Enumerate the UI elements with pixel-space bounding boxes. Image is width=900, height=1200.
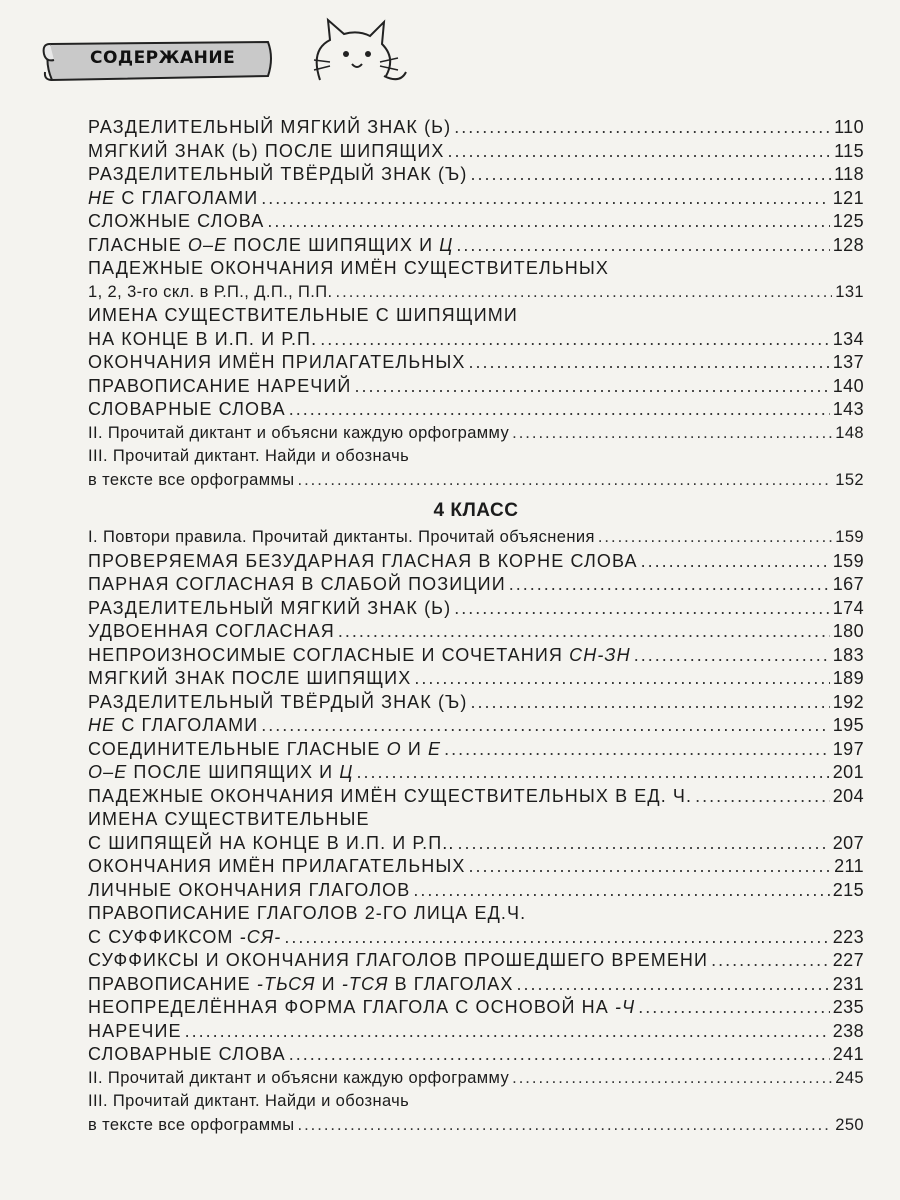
dot-leader — [634, 644, 830, 668]
toc-entry-text-part: МЯГКИЙ ЗНАК ПОСЛЕ ШИПЯЩИХ — [88, 668, 412, 688]
toc-entry-title — [88, 550, 638, 574]
toc-entry-text-part: С ГЛАГОЛАМИ — [115, 187, 259, 208]
toc-entry-page-number: 159 — [835, 528, 864, 546]
dot-leader — [454, 116, 831, 140]
toc-entry — [88, 926, 864, 950]
toc-entry — [88, 375, 864, 399]
toc-entry-text-part: ПРАВОПИСАНИЕ ГЛАГОЛОВ 2-ГО ЛИЦА ЕД.Ч. — [88, 903, 527, 923]
dot-leader — [289, 1043, 830, 1067]
toc-entry-title — [88, 902, 526, 926]
toc-entry-title — [88, 375, 351, 399]
dot-leader — [456, 234, 829, 258]
toc-entry-page-number: 211 — [834, 856, 864, 876]
toc-entry-text-part: III. Прочитай диктант. Найди и обозначь — [88, 1092, 410, 1110]
toc-entry-title — [88, 304, 518, 328]
dot-leader — [517, 973, 830, 997]
toc-entry-text-part: И — [315, 973, 342, 994]
toc-entry-text-part: С ШИПЯЩЕЙ НА КОНЦЕ В И.П. И Р.П.. — [88, 832, 455, 853]
dot-leader — [457, 832, 829, 856]
dot-leader — [471, 163, 832, 187]
toc-entry — [88, 1090, 864, 1114]
toc-entry-text-part: УДВОЕННАЯ СОГЛАСНАЯ — [88, 621, 335, 641]
cat-illustration-icon — [300, 10, 410, 100]
toc-entry-title — [88, 1114, 295, 1138]
dot-leader — [320, 328, 830, 352]
toc-entry — [88, 855, 864, 879]
toc-entry-page-number: 152 — [835, 470, 864, 489]
toc-entry-title — [88, 281, 333, 305]
toc-entry — [88, 996, 864, 1020]
toc-entry-italic-part: О — [386, 738, 402, 759]
toc-entry — [88, 879, 864, 903]
toc-entry-title — [88, 832, 454, 856]
toc-entry-text-part: НЕОПРЕДЕЛЁННАЯ ФОРМА ГЛАГОЛА С ОСНОВОЙ НА — [88, 997, 615, 1017]
toc-entry-page-number: 241 — [832, 1044, 864, 1064]
toc-entry-page-number: 125 — [832, 211, 864, 231]
toc-entry-text-part: В ГЛАГОЛАХ — [388, 973, 514, 994]
toc-entry-title — [88, 879, 410, 903]
toc-entry — [88, 738, 864, 762]
toc-entry-page-number: 204 — [832, 785, 864, 806]
dot-leader — [185, 1020, 830, 1044]
toc-entry-title — [88, 526, 595, 550]
toc-entry — [88, 785, 864, 809]
toc-entry-page-number: 143 — [832, 399, 864, 419]
dot-leader — [454, 597, 830, 621]
page-title: СОДЕРЖАНИЕ — [90, 48, 236, 68]
toc-entry-text-part: ИМЕНА СУЩЕСТВИТЕЛЬНЫЕ — [88, 809, 370, 829]
toc-entry — [88, 187, 864, 211]
dot-leader — [711, 949, 830, 973]
toc-entry-text-part: ИМЕНА СУЩЕСТВИТЕЛЬНЫЕ С ШИПЯЩИМИ — [88, 305, 518, 325]
toc-entry-page-number: 134 — [832, 328, 864, 349]
toc-entry-text-part: ПРАВОПИСАНИЕ НАРЕЧИЙ — [88, 375, 352, 396]
toc-entry-title — [88, 597, 451, 621]
toc-entry-italic-part: О–Е — [187, 234, 228, 255]
toc-entry-text-part: НАРЕЧИЕ — [88, 1020, 182, 1041]
toc-entry-title — [88, 116, 451, 140]
dot-leader — [414, 667, 829, 691]
toc-entry-page-number: 197 — [832, 738, 864, 759]
toc-entry-title — [88, 1043, 286, 1067]
toc-entry — [88, 973, 864, 997]
toc-entry-title — [88, 398, 286, 422]
toc-entry — [88, 902, 864, 926]
dot-leader — [267, 210, 829, 234]
toc-entry-page-number: 110 — [834, 117, 864, 137]
toc-entry-title — [88, 973, 514, 997]
toc-entry-title — [88, 855, 465, 879]
toc-entry-page-number: 215 — [832, 879, 864, 900]
dot-leader — [298, 1114, 833, 1138]
toc-entry-title — [88, 328, 317, 352]
toc-entry-page-number: 189 — [832, 668, 864, 688]
dot-leader — [444, 738, 830, 762]
toc-entry — [88, 1020, 864, 1044]
toc-entry-page-number: 231 — [832, 973, 864, 994]
toc-entry-title — [88, 714, 258, 738]
toc-entry-page-number: 131 — [835, 282, 864, 301]
toc-entry-title — [88, 1020, 182, 1044]
toc-entry-text-part: СЛОЖНЫЕ СЛОВА — [88, 211, 265, 231]
toc-entry-italic-part: О–Е — [88, 762, 128, 782]
dot-leader — [261, 187, 830, 211]
toc-entry-text-part: РАЗДЕЛИТЕЛЬНЫЙ МЯГКИЙ ЗНАК (Ь) — [88, 117, 452, 137]
toc-entry — [88, 667, 864, 691]
toc-entry — [88, 1043, 864, 1067]
toc-entry-title — [88, 163, 468, 187]
dot-leader — [284, 926, 829, 950]
toc-entry — [88, 351, 864, 375]
toc-entry-italic-part: -ТСЯ — [341, 973, 389, 994]
toc-entry-text-part: ОКОНЧАНИЯ ИМЁН ПРИЛАГАТЕЛЬНЫХ — [88, 856, 466, 876]
toc-entry-text-part: I. Повтори правила. Прочитай диктанты. Прочитай объяснения — [88, 528, 595, 546]
toc-entry-text-part: С СУФФИКСОМ — [88, 926, 240, 947]
toc-entry — [88, 445, 864, 469]
toc-entry-title — [88, 808, 370, 832]
toc-entry-title — [88, 620, 335, 644]
toc-entry-text-part: в тексте все орфограммы — [88, 1115, 295, 1134]
dot-leader — [638, 996, 830, 1020]
toc-entry — [88, 140, 864, 164]
toc-entry-title — [88, 210, 264, 234]
toc-entry-text-part: РАЗДЕЛИТЕЛЬНЫЙ ТВЁРДЫЙ ЗНАК (Ъ) — [88, 164, 468, 184]
toc-entry-page-number: 192 — [832, 691, 864, 712]
dot-leader — [509, 573, 830, 597]
toc-entry — [88, 469, 864, 493]
toc-entry-title — [88, 445, 409, 469]
toc-entry — [88, 620, 864, 644]
toc-entry-text-part: СУФФИКСЫ И ОКОНЧАНИЯ ГЛАГОЛОВ ПРОШЕДШЕГО ВРЕМЕНИ — [88, 950, 709, 970]
toc-list-grade-3 — [88, 116, 864, 492]
toc-entry-title — [88, 996, 635, 1020]
dot-leader — [261, 714, 830, 738]
toc-entry — [88, 597, 864, 621]
section-heading-grade-4: 4 КЛАСС — [433, 500, 519, 521]
toc-entry-italic-part: -СЯ- — [239, 926, 282, 947]
toc-entry-title — [88, 667, 411, 691]
toc-entry-page-number: 250 — [835, 1115, 864, 1134]
toc-entry-text-part: ПОСЛЕ ШИПЯЩИХ И — [227, 234, 440, 255]
toc-entry-text-part: III. Прочитай диктант. Найди и обозначь — [88, 447, 410, 465]
toc-entry-text-part: РАЗДЕЛИТЕЛЬНЫЙ МЯГКИЙ ЗНАК (Ь) — [88, 597, 452, 618]
table-of-contents — [88, 116, 864, 1137]
toc-entry-text-part: СЛОВАРНЫЕ СЛОВА — [88, 1044, 286, 1064]
toc-entry-text-part: в тексте все орфограммы — [88, 470, 295, 489]
toc-entry — [88, 526, 864, 550]
toc-entry-text-part: И — [401, 738, 428, 759]
toc-entry-page-number: 174 — [832, 597, 864, 618]
toc-entry-text-part: СОЕДИНИТЕЛЬНЫЕ ГЛАСНЫЕ — [88, 738, 387, 759]
toc-entry-italic-part: НЕ — [88, 715, 116, 735]
toc-entry-italic-part: Е — [428, 738, 442, 759]
toc-entry-title — [88, 738, 441, 762]
toc-entry — [88, 550, 864, 574]
dot-leader — [338, 620, 830, 644]
toc-entry-page-number: 235 — [832, 997, 864, 1017]
toc-entry-italic-part: -Ч — [614, 997, 636, 1017]
toc-entry-page-number: 159 — [832, 550, 864, 571]
toc-entry-title — [88, 140, 445, 164]
dot-leader — [695, 785, 830, 809]
toc-entry-text-part: НА КОНЦЕ В И.П. И Р.П. — [88, 328, 318, 349]
toc-entry-page-number: 115 — [834, 140, 864, 161]
toc-entry-title — [88, 469, 295, 493]
toc-entry — [88, 304, 864, 328]
toc-entry-italic-part: -ТЬСЯ — [256, 973, 316, 994]
toc-entry-text-part: 1, 2, 3-го скл. в Р.П., Д.П., П.П. — [88, 282, 333, 301]
toc-entry-italic-part: НЕ — [88, 187, 116, 208]
toc-entry — [88, 808, 864, 832]
dot-leader — [336, 281, 833, 305]
toc-entry-page-number: 121 — [832, 187, 864, 208]
toc-entry-italic-part: Ц — [339, 762, 354, 782]
toc-entry-page-number: 245 — [835, 1068, 864, 1087]
toc-entry-text-part: ПАРНАЯ СОГЛАСНАЯ В СЛАБОЙ ПОЗИЦИИ — [88, 574, 506, 594]
toc-entry — [88, 573, 864, 597]
toc-entry-title — [88, 761, 354, 785]
toc-entry-title — [88, 351, 465, 375]
toc-entry — [88, 1114, 864, 1138]
toc-entry-page-number: 223 — [832, 926, 864, 947]
toc-entry — [88, 281, 864, 305]
toc-entry-title — [88, 926, 281, 950]
toc-entry-text-part: НЕПРОИЗНОСИМЫЕ СОГЛАСНЫЕ И СОЧЕТАНИЯ — [88, 644, 570, 665]
toc-entry-text-part: С ГЛАГОЛАМИ — [115, 715, 259, 735]
toc-entry-title — [88, 785, 692, 809]
header-banner — [42, 36, 272, 82]
toc-entry — [88, 832, 864, 856]
toc-entry — [88, 163, 864, 187]
toc-entry-title — [88, 422, 509, 446]
toc-entry-italic-part: СН-ЗН — [569, 644, 631, 665]
dot-leader — [468, 351, 829, 375]
dot-leader — [468, 855, 831, 879]
dot-leader — [598, 526, 832, 550]
toc-entry-text-part: СЛОВАРНЫЕ СЛОВА — [88, 399, 286, 419]
dot-leader — [357, 761, 830, 785]
toc-entry-title — [88, 573, 506, 597]
toc-entry-text-part: ПОСЛЕ ШИПЯЩИХ И — [127, 762, 340, 782]
toc-entry-title — [88, 187, 258, 211]
toc-entry-title — [88, 1067, 509, 1091]
toc-entry-text-part: РАЗДЕЛИТЕЛЬНЫЙ ТВЁРДЫЙ ЗНАК (Ъ) — [88, 691, 468, 712]
toc-entry-title — [88, 949, 708, 973]
toc-entry — [88, 116, 864, 140]
toc-entry-page-number: 118 — [834, 164, 864, 184]
toc-entry — [88, 644, 864, 668]
dot-leader — [512, 422, 832, 446]
toc-entry-page-number: 137 — [832, 352, 864, 372]
toc-entry-page-number: 140 — [832, 375, 864, 396]
toc-entry-text-part: II. Прочитай диктант и объясни каждую орфограмму — [88, 423, 510, 442]
toc-entry-title — [88, 691, 468, 715]
toc-entry — [88, 761, 864, 785]
dot-leader — [354, 375, 829, 399]
toc-entry-text-part: ГЛАСНЫЕ — [88, 234, 188, 255]
toc-list-grade-4 — [88, 526, 864, 1137]
dot-leader — [448, 140, 832, 164]
toc-entry-page-number: 148 — [835, 423, 864, 442]
toc-entry-page-number: 201 — [832, 762, 864, 782]
toc-entry-page-number: 180 — [832, 621, 864, 641]
toc-entry-title — [88, 1090, 409, 1114]
toc-entry — [88, 398, 864, 422]
toc-entry-page-number: 128 — [832, 234, 864, 255]
dot-leader — [298, 469, 833, 493]
toc-entry-title — [88, 257, 609, 281]
dot-leader — [641, 550, 830, 574]
toc-entry-text-part: ПАДЕЖНЫЕ ОКОНЧАНИЯ ИМЁН СУЩЕСТВИТЕЛЬНЫХ В ЕД. Ч. — [88, 785, 693, 806]
toc-entry-title — [88, 234, 453, 258]
dot-leader — [413, 879, 829, 903]
toc-entry — [88, 328, 864, 352]
toc-entry — [88, 257, 864, 281]
toc-entry-page-number: 195 — [832, 715, 864, 735]
toc-entry-text-part: ЛИЧНЫЕ ОКОНЧАНИЯ ГЛАГОЛОВ — [88, 879, 411, 900]
toc-entry-text-part: МЯГКИЙ ЗНАК (Ь) ПОСЛЕ ШИПЯЩИХ — [88, 140, 445, 161]
toc-entry-text-part: II. Прочитай диктант и объясни каждую орфограмму — [88, 1068, 510, 1087]
dot-leader — [289, 398, 830, 422]
toc-entry-italic-part: Ц — [439, 234, 454, 255]
toc-entry-text-part: ПРАВОПИСАНИЕ — [88, 973, 257, 994]
toc-entry-page-number: 227 — [832, 950, 864, 970]
toc-entry — [88, 949, 864, 973]
toc-entry — [88, 422, 864, 446]
toc-entry-page-number: 167 — [832, 574, 864, 594]
toc-entry — [88, 714, 864, 738]
dot-leader — [512, 1067, 832, 1091]
toc-entry-text-part: ПАДЕЖНЫЕ ОКОНЧАНИЯ ИМЁН СУЩЕСТВИТЕЛЬНЫХ — [88, 258, 609, 278]
toc-entry-page-number: 238 — [832, 1020, 864, 1041]
toc-entry — [88, 691, 864, 715]
toc-entry — [88, 210, 864, 234]
toc-entry-title — [88, 644, 631, 668]
toc-entry — [88, 234, 864, 258]
toc-entry-text-part: ПРОВЕРЯЕМАЯ БЕЗУДАРНАЯ ГЛАСНАЯ В КОРНЕ СЛОВА — [88, 550, 638, 571]
dot-leader — [471, 691, 830, 715]
toc-entry-text-part: ОКОНЧАНИЯ ИМЁН ПРИЛАГАТЕЛЬНЫХ — [88, 352, 466, 372]
toc-entry-page-number: 183 — [832, 644, 864, 665]
toc-entry-page-number: 207 — [832, 832, 864, 853]
toc-entry — [88, 1067, 864, 1091]
